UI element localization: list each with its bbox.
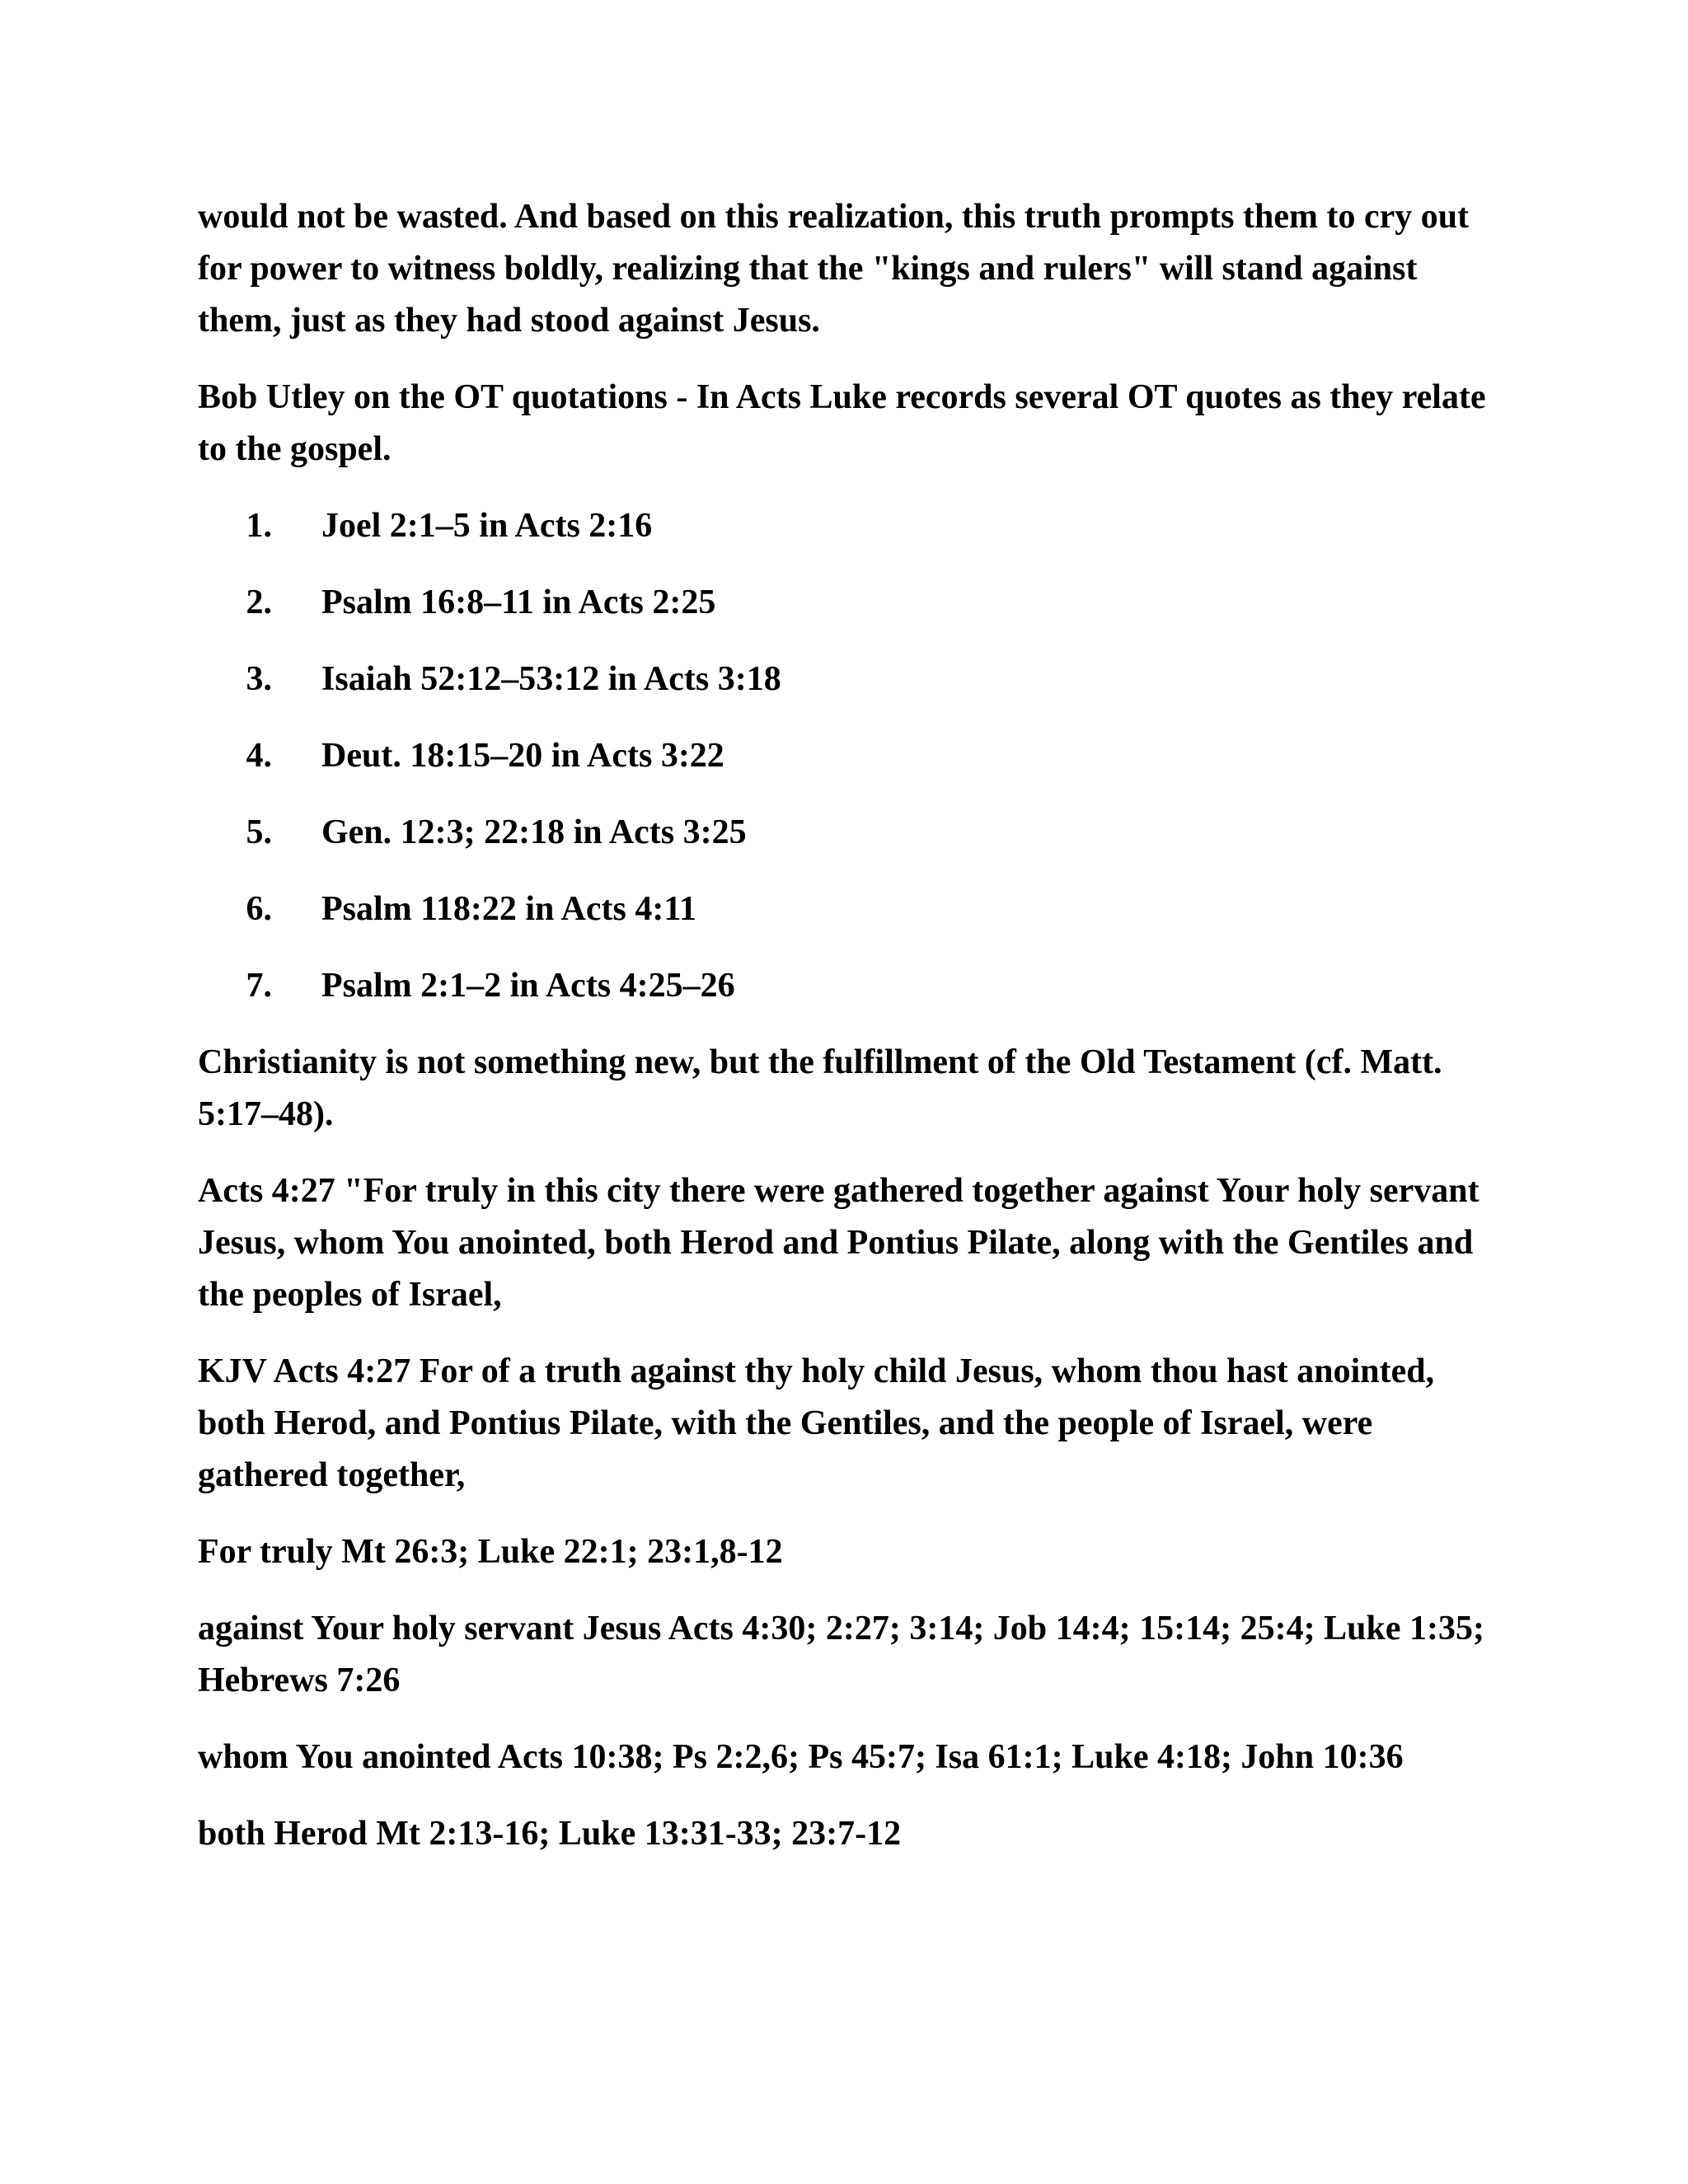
list-item <box>198 807 1492 859</box>
list-number: 1. <box>246 507 272 545</box>
list-text: Deut. 18:15–20 in Acts 3:22 <box>321 737 724 775</box>
list-item <box>198 577 1492 629</box>
paragraph-utley: Bob Utley on the OT quotations - In Acts Luke records several OT quotes as they relate to the gospel. <box>198 378 1486 468</box>
list-item <box>198 654 1492 705</box>
list-text: Joel 2:1–5 in Acts 2:16 <box>321 507 653 545</box>
paragraph-both-herod: both Herod Mt 2:13-16; Luke 13:31-33; 23:7-12 <box>198 1815 902 1853</box>
list-item <box>198 730 1492 782</box>
list-number: 5. <box>246 813 272 851</box>
paragraph-whom-anointed: whom You anointed Acts 10:38; Ps 2:2,6; Ps 45:7; Isa 61:1; Luke 4:18; John 10:36 <box>198 1738 1404 1776</box>
list-number: 4. <box>246 737 272 775</box>
list-text: Gen. 12:3; 22:18 in Acts 3:25 <box>321 813 747 851</box>
page-content <box>198 191 1492 1885</box>
list-text: Psalm 118:22 in Acts 4:11 <box>321 890 697 928</box>
list-text: Isaiah 52:12–53:12 in Acts 3:18 <box>321 660 781 698</box>
list-number: 6. <box>246 890 272 928</box>
list-number: 2. <box>246 583 272 621</box>
list-item <box>198 883 1492 935</box>
ot-quotes-list <box>198 500 1492 1012</box>
paragraph-kjv-acts-4-27: KJV Acts 4:27 For of a truth against thy holy child Jesus, whom thou hast anointed, both Herod, and Pontius Pilate, with the Gentiles, and the people of Israel, were gathered together, <box>198 1352 1435 1494</box>
paragraph-intro: would not be wasted. And based on this realization, this truth prompts them to cry out for power to witness boldly, realizing that the "kings and rulers" will stand against them, just as they had stood against Jesus. <box>198 198 1470 340</box>
list-item <box>198 500 1492 552</box>
paragraph-holy-servant: against Your holy servant Jesus Acts 4:30; 2:27; 3:14; Job 14:4; 15:14; 25:4; Luke 1:35; Hebrews 7:26 <box>198 1610 1484 1699</box>
list-number: 7. <box>246 967 272 1005</box>
list-text: Psalm 16:8–11 in Acts 2:25 <box>321 583 716 621</box>
list-item <box>198 960 1492 1012</box>
list-number: 3. <box>246 660 272 698</box>
paragraph-acts-4-27: Acts 4:27 "For truly in this city there were gathered together against Your holy servant Jesus, whom You anointed, both Herod and Pontius Pilate, along with the Gentiles and the peoples of Israel, <box>198 1172 1479 1314</box>
paragraph-christianity: Christianity is not something new, but the fulfillment of the Old Testament (cf. Matt. 5:17–48). <box>198 1043 1442 1133</box>
list-text: Psalm 2:1–2 in Acts 4:25–26 <box>321 967 735 1005</box>
paragraph-for-truly: For truly Mt 26:3; Luke 22:1; 23:1,8-12 <box>198 1533 783 1571</box>
